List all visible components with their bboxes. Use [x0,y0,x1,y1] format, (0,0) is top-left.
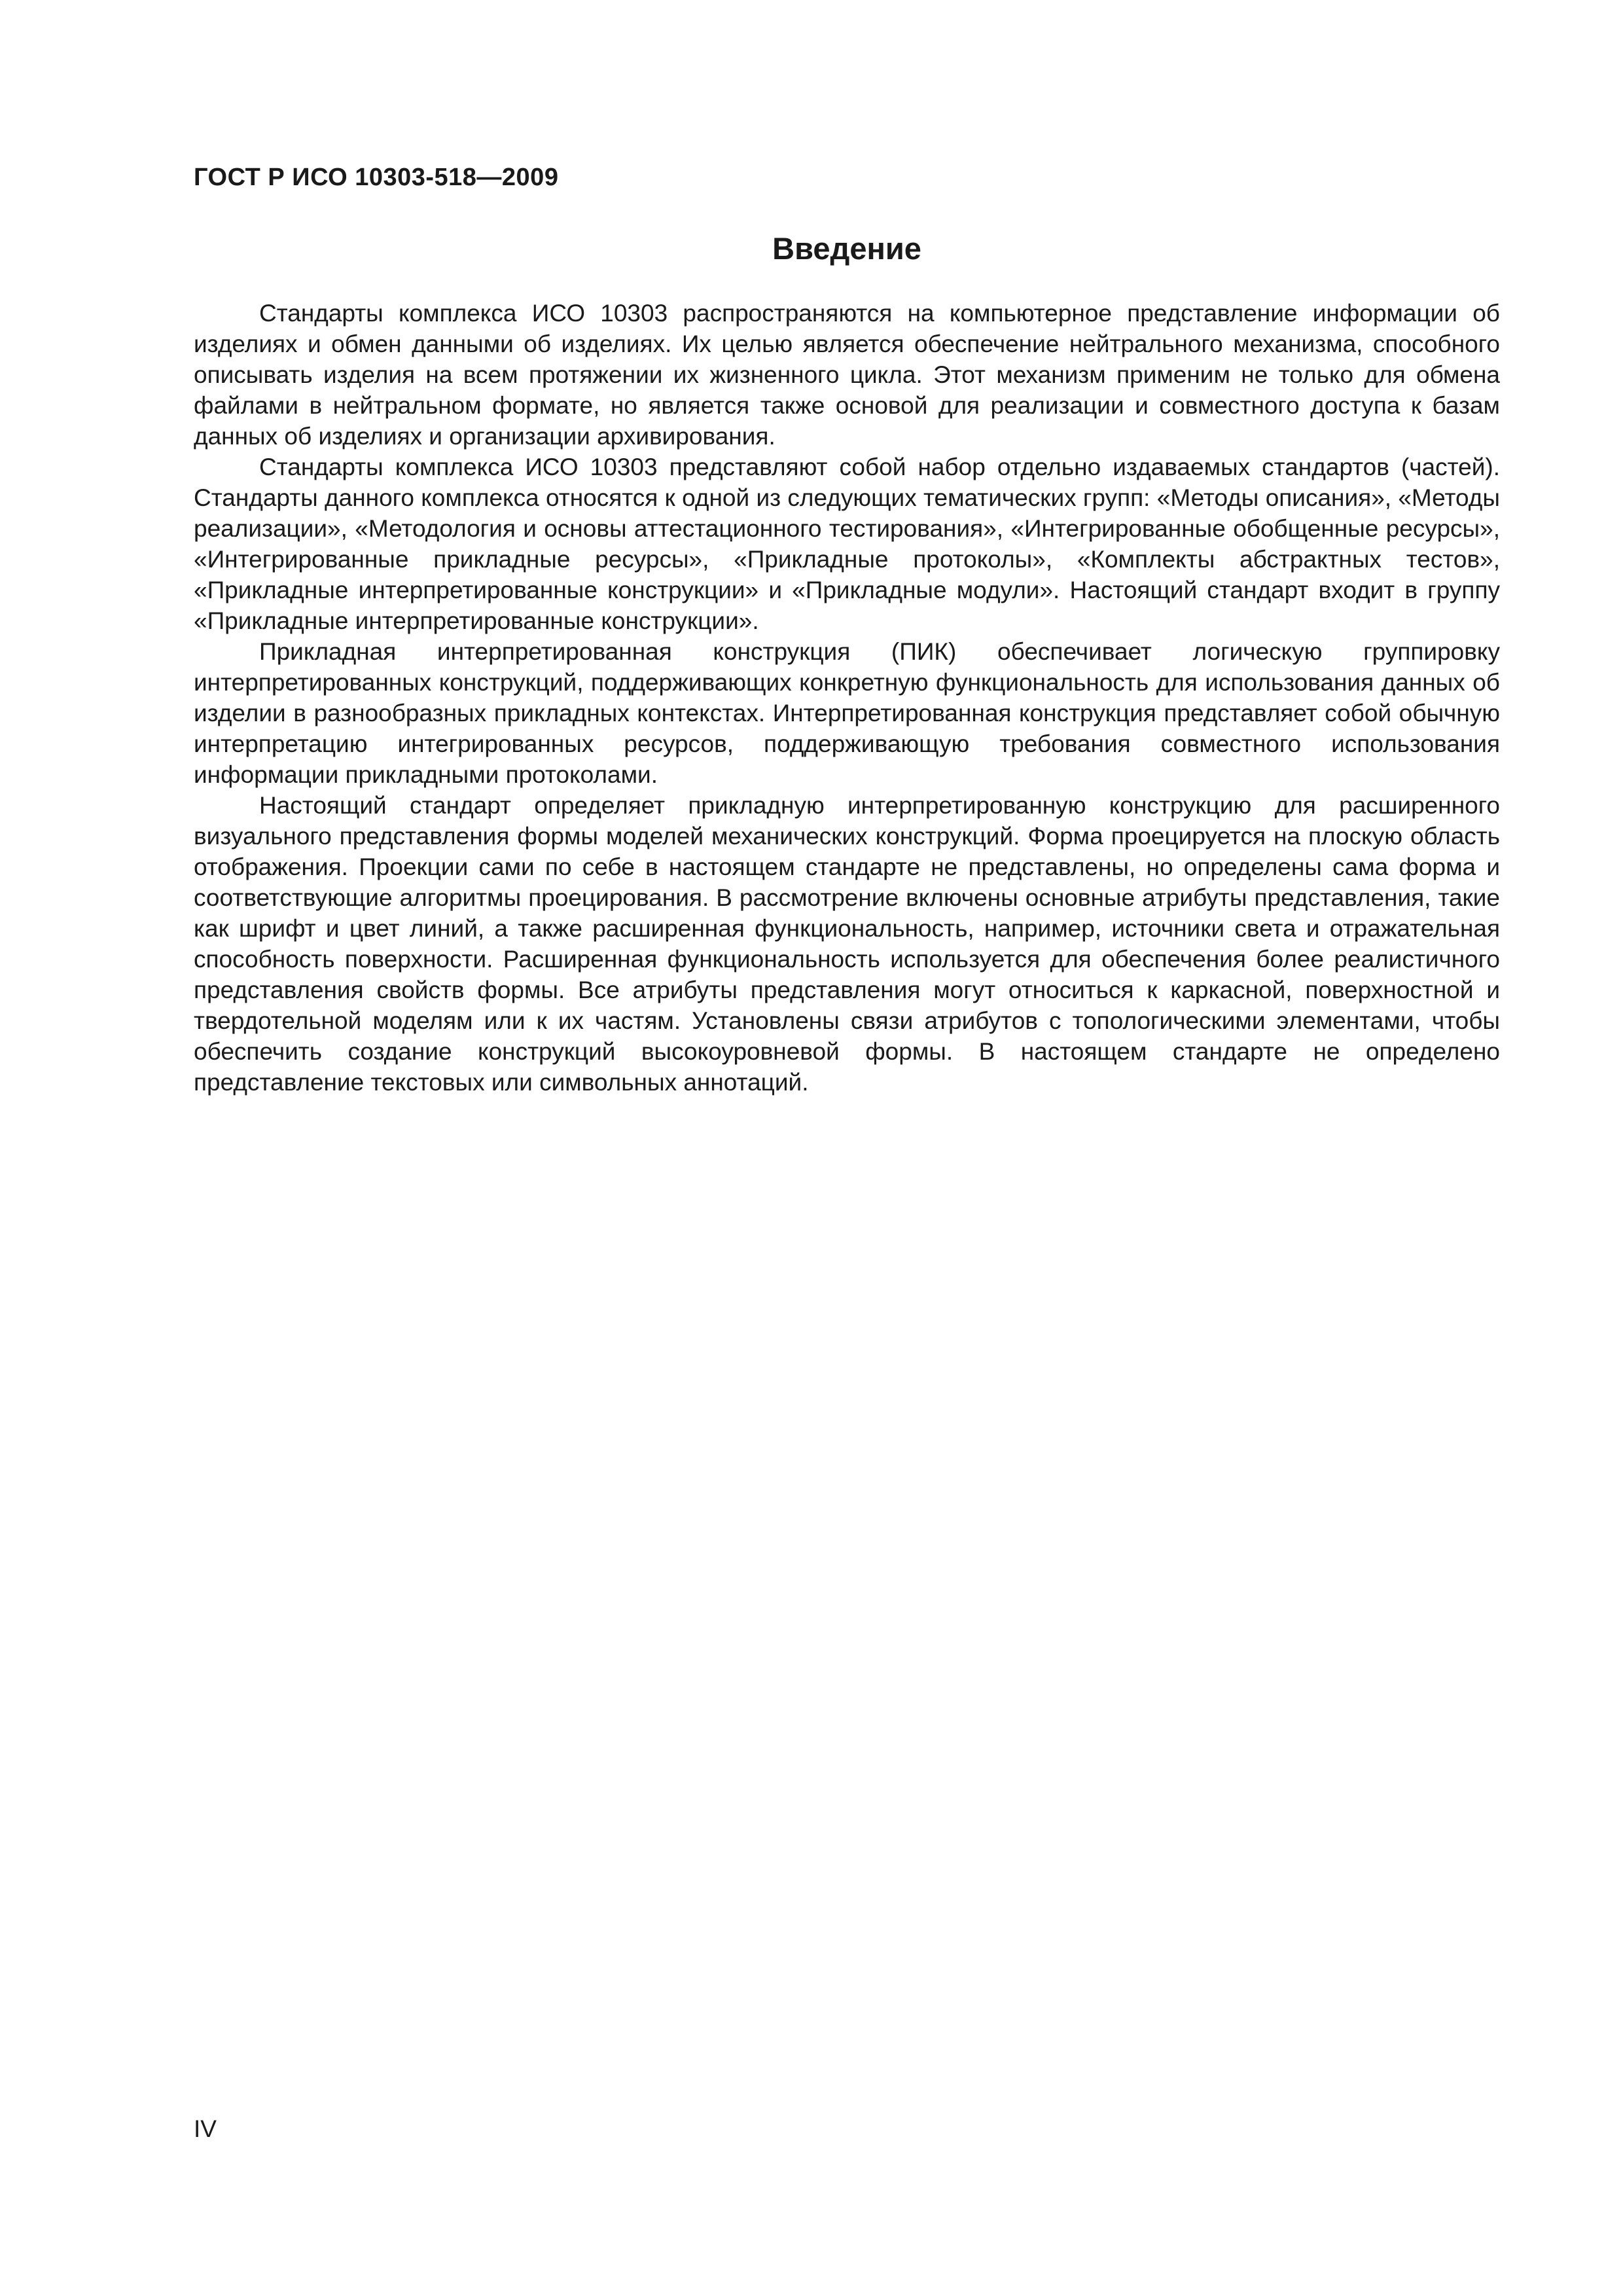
paragraph: Стандарты комплекса ИСО 10303 представляют собой набор отдельно издаваемых стандартов (частей). Стандарты данного комплекса относятся к одной из следующих тематических групп: «Методы описания», «Методы реализации», «Методология и основы аттестационного тестирования», «Интегрированные обобщенные ресурсы», «Интегрированные прикладные ресурсы», «Прикладные протоколы», «Комплекты абстрактных тестов», «Прикладные интерпретированные конструкции» и «Прикладные модули». Настоящий стандарт входит в группу «Прикладные интерпретированные конструкции». [194,454,1500,634]
body-text [194,298,1500,1098]
paragraph: Настоящий стандарт определяет прикладную интерпретированную конструкцию для расширенного визуального представления формы моделей механических конструкций. Форма проецируется на плоскую область отображения. Проекции сами по себе в настоящем стандарте не представлены, но определены сама форма и соответствующие алгоритмы проецирования. В рассмотрение включены основные атрибуты представления, такие как шрифт и цвет линий, а также расширенная функциональность, например, источники света и отражательная способность поверхности. Расширенная функциональность используется для обеспечения более реалистичного представления свойств формы. Все атрибуты представления могут относиться к каркасной, поверхностной и твердотельной моделям или к их частям. Установлены связи атрибутов с топологическими элементами, чтобы обеспечить создание конструкций высокоуровневой формы. В настоящем стандарте не определено представление текстовых или символьных аннотаций. [194,792,1500,1096]
page-number: IV [194,2115,217,2142]
paragraph: Прикладная интерпретированная конструкция (ПИК) обеспечивает логическую группировку интерпретированных конструкций, поддерживающих конкретную функциональность для использования данных об изделии в разнообразных прикладных контекстах. Интерпретированная конструкция представляет собой обычную интерпретацию интегрированных ресурсов, поддерживающую требования совместного использования информации прикладными протоколами. [194,638,1500,788]
paragraph: Стандарты комплекса ИСО 10303 распространяются на компьютерное представление информации об изделиях и обмен данными об изделиях. Их целью является обеспечение нейтрального механизма, способного описывать изделия на всем протяжении их жизненного цикла. Этот механизм применим не только для обмена файлами в нейтральном формате, но является также основой для реализации и совместного доступа к базам данных об изделиях и организации архивирования. [194,300,1500,450]
document-code: ГОСТ Р ИСО 10303-518—2009 [194,164,559,191]
section-title: Введение [772,231,921,266]
